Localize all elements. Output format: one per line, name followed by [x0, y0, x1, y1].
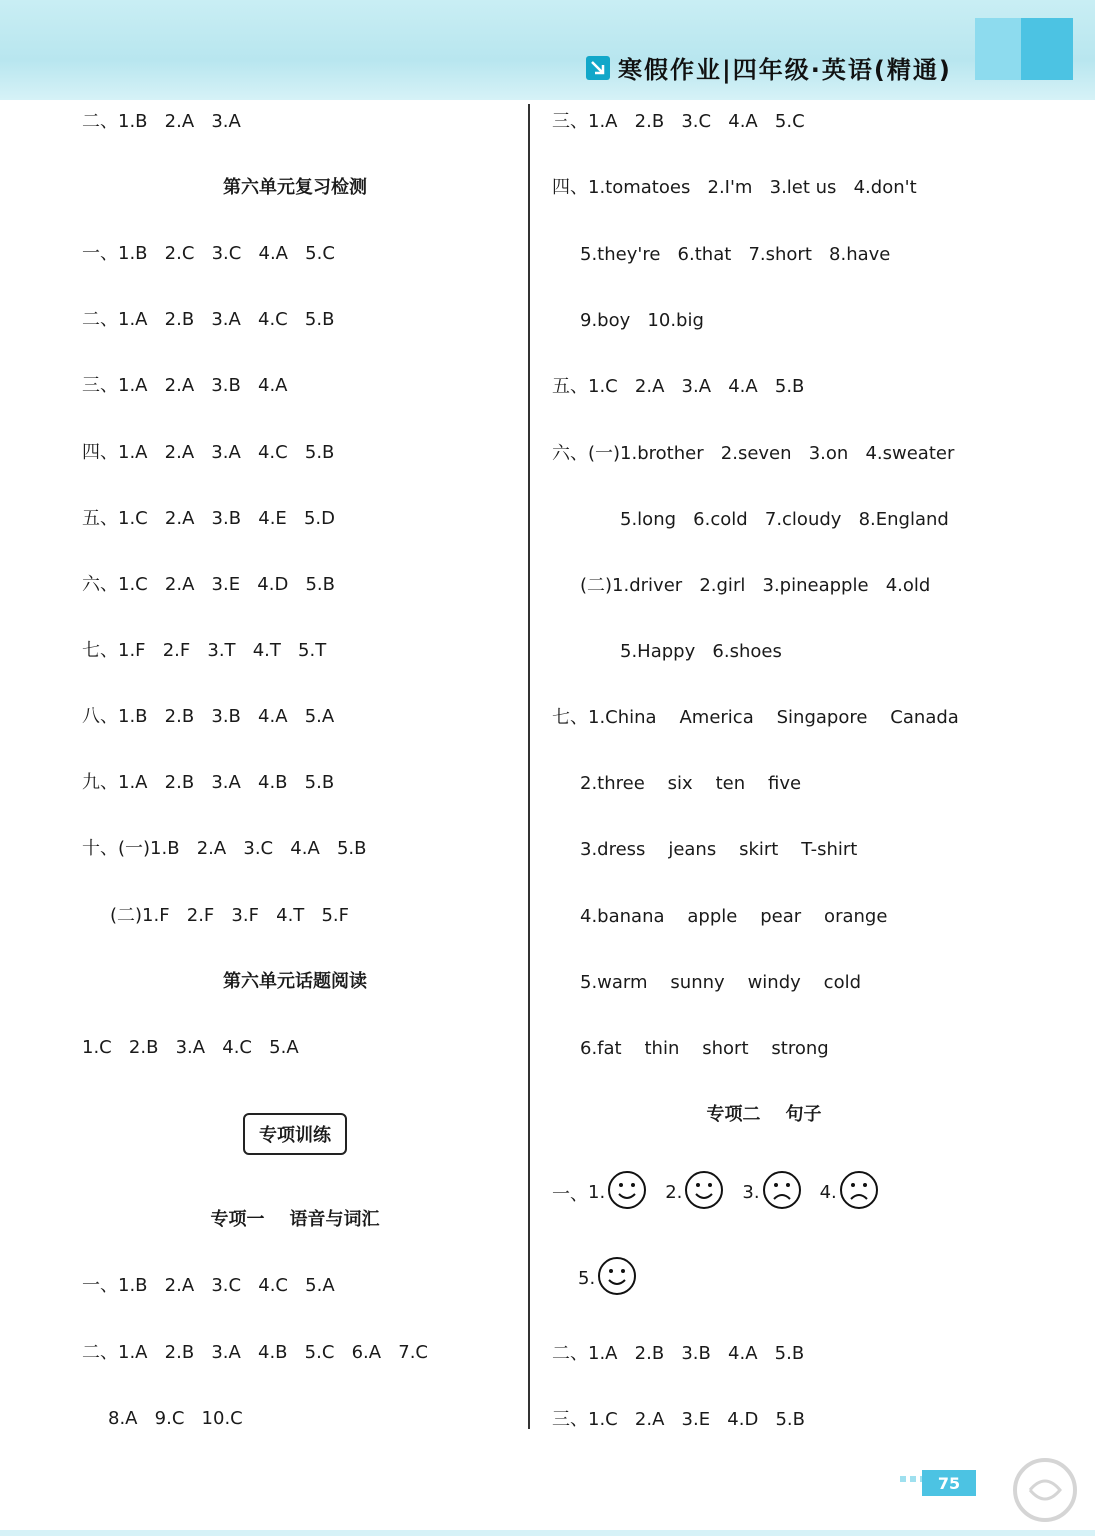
answer-line: 六、(一)1.brother 2.seven 3.on 4.sweater: [552, 443, 955, 464]
answer-line: 二、1.A 2.B 3.B 4.A 5.B: [552, 1343, 805, 1364]
answer-line: 四、1.tomatoes 2.I'm 3.let us 4.don't: [552, 177, 917, 198]
answer-line: 8.A 9.C 10.C: [108, 1408, 243, 1429]
section-heading: 第六单元话题阅读: [223, 971, 367, 992]
answer-line: 五、1.C 2.A 3.B 4.E 5.D: [82, 508, 335, 529]
section-heading: 专项二 句子: [706, 1104, 822, 1125]
face-label: 4.: [819, 1182, 837, 1203]
page-header: [0, 0, 1095, 100]
answer-line: 三、1.A 2.A 3.B 4.A: [82, 375, 288, 396]
answer-line: (二)1.driver 2.girl 3.pineapple 4.old: [580, 575, 931, 596]
smile-icon: [607, 1170, 665, 1215]
page-title: 寒假作业|四年级·英语(精通): [618, 56, 952, 84]
section-heading: 专项一 语音与词汇: [210, 1209, 380, 1230]
question-number: 一、: [552, 1183, 588, 1205]
arrow-logo-icon: [586, 56, 610, 80]
header-accent-block: [975, 18, 1021, 80]
column-divider: [528, 104, 530, 1429]
smile-icon: [597, 1256, 655, 1301]
answer-line: 九、1.A 2.B 3.A 4.B 5.B: [82, 772, 335, 793]
sad-icon: [762, 1170, 820, 1215]
answer-line: 4.banana apple pear orange: [580, 906, 888, 927]
sad-icon: [839, 1170, 897, 1215]
answer-line: 5.Happy 6.shoes: [620, 641, 782, 662]
answer-line: 3.dress jeans skirt T-shirt: [580, 839, 858, 860]
answer-line: 6.fat thin short strong: [580, 1038, 829, 1059]
answer-line: 七、1.F 2.F 3.T 4.T 5.T: [82, 640, 327, 661]
answer-line: 七、1.China America Singapore Canada: [552, 707, 959, 728]
face-label: 5.: [578, 1268, 596, 1289]
faces-row-2: [578, 1256, 655, 1301]
answer-line: 9.boy 10.big: [580, 310, 704, 331]
answer-line: 三、1.A 2.B 3.C 4.A 5.C: [552, 111, 805, 132]
bottom-bar: [0, 1530, 1095, 1536]
header-accent-block: [1021, 18, 1073, 80]
answer-line: 八、1.B 2.B 3.B 4.A 5.A: [82, 706, 335, 727]
answer-line: 五、1.C 2.A 3.A 4.A 5.B: [552, 376, 805, 397]
faces-row-1: [552, 1170, 897, 1215]
answer-line: 2.three six ten five: [580, 773, 802, 794]
answer-line: 一、1.B 2.A 3.C 4.C 5.A: [82, 1275, 335, 1296]
answer-line: 六、1.C 2.A 3.E 4.D 5.B: [82, 574, 335, 595]
answer-line: 三、1.C 2.A 3.E 4.D 5.B: [552, 1409, 805, 1430]
answer-line: 二、1.B 2.A 3.A: [82, 111, 241, 132]
header-title-group: [586, 50, 952, 85]
answer-line: 5.long 6.cold 7.cloudy 8.England: [620, 509, 949, 530]
answer-line: 5.warm sunny windy cold: [580, 972, 862, 993]
answer-line: 5.they're 6.that 7.short 8.have: [580, 244, 891, 265]
answer-line: (二)1.F 2.F 3.F 4.T 5.F: [110, 905, 349, 926]
watermark-logo: [1000, 1452, 1090, 1532]
answer-line: 二、1.A 2.B 3.A 4.C 5.B: [82, 309, 335, 330]
face-label: 1.: [588, 1182, 606, 1203]
answer-line: 十、(一)1.B 2.A 3.C 4.A 5.B: [82, 838, 367, 859]
face-label: 2.: [665, 1182, 683, 1203]
smile-icon: [684, 1170, 742, 1215]
special-training-label: 专项训练: [243, 1113, 347, 1155]
answer-line: 1.C 2.B 3.A 4.C 5.A: [82, 1037, 299, 1058]
page-number: 75: [922, 1470, 976, 1496]
answer-line: 四、1.A 2.A 3.A 4.C 5.B: [82, 442, 335, 463]
answer-line: 二、1.A 2.B 3.A 4.B 5.C 6.A 7.C: [82, 1342, 428, 1363]
face-label: 3.: [742, 1182, 760, 1203]
answer-line: 一、1.B 2.C 3.C 4.A 5.C: [82, 243, 335, 264]
section-heading: 第六单元复习检测: [223, 177, 367, 198]
